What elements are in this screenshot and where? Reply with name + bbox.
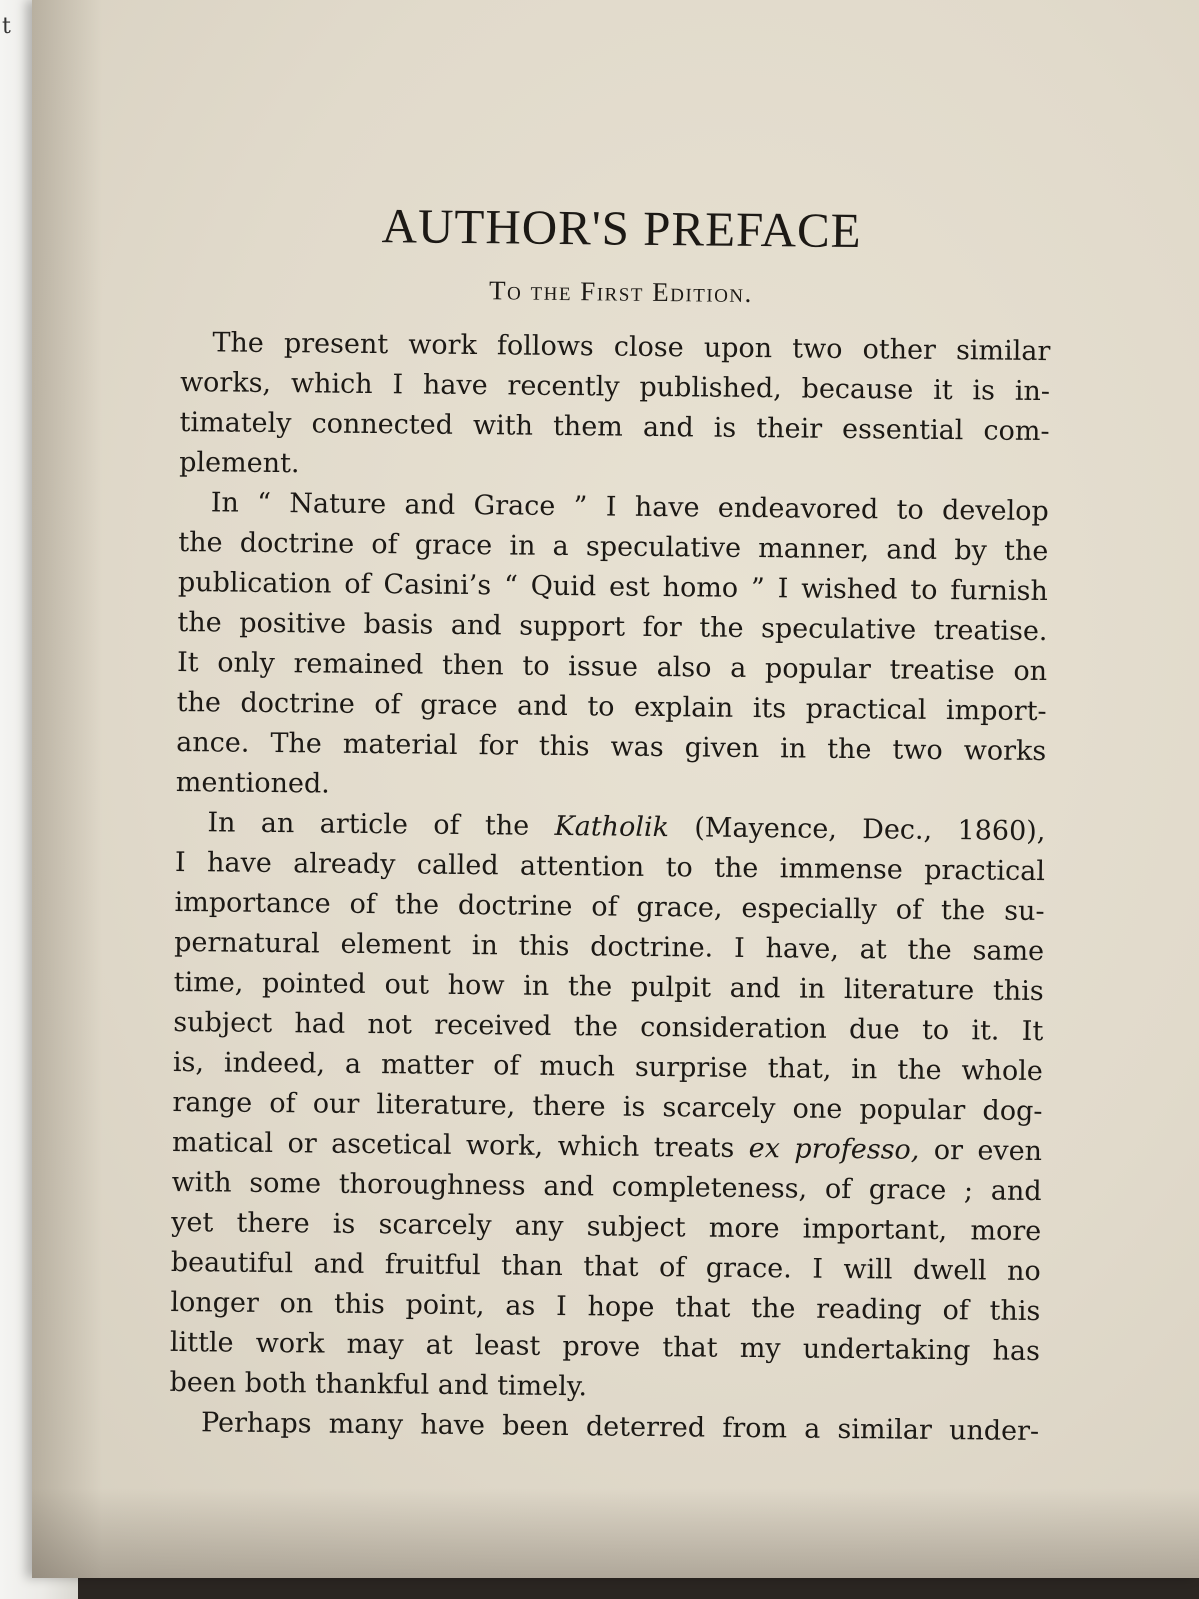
text-line: longer on this point, as I hope that the reading of this (170, 1286, 1041, 1328)
text-line: yet there is scarcely any subject more important, more (171, 1206, 1042, 1248)
page-title: AUTHOR'S PREFACE (381, 198, 862, 259)
text-line: matical or ascetical work, which treats ex professo, or even (171, 1126, 1043, 1168)
page-text (169, 195, 1052, 1452)
paragraph-2 (176, 483, 1049, 812)
paragraph-1 (179, 323, 1051, 492)
text-line: importance of the doctrine of grace, especially of the su- (174, 886, 1045, 928)
text-line: range of our literature, there is scarcely one popular dog- (172, 1086, 1043, 1128)
text-line: been both thankful and timely. (169, 1366, 588, 1403)
text-line: subject had not received the consideration due to it. It (173, 1006, 1044, 1048)
text-line: mentioned. (175, 766, 330, 800)
text-line: time, pointed out how in the pulpit and in literature this (173, 966, 1044, 1008)
text-line: plement. (179, 446, 300, 480)
text-line: the doctrine of grace and to explain its practical import- (176, 686, 1047, 728)
text-line: is, indeed, a matter of much surprise that, in the whole (172, 1046, 1044, 1088)
text-line: In “ Nature and Grace ” I have endeavored to develop (210, 487, 1049, 528)
text-line: the doctrine of grace in a speculative manner, and by the (178, 526, 1049, 568)
text-line: beautiful and fruitful than that of grace. I will dwell no (170, 1246, 1041, 1288)
gutter-shadow (32, 0, 102, 1578)
text-line: It only remained then to issue also a popular treatise on (176, 646, 1048, 688)
italic-term: ex professo, (748, 1132, 920, 1166)
facing-page-glyph: t (2, 14, 11, 39)
paragraph-3 (169, 803, 1045, 1412)
text-line: little work may at least prove that my undertaking has (169, 1326, 1041, 1368)
text-line: timately connected with them and is their essential com- (179, 406, 1050, 448)
paragraph-4 (169, 1403, 1039, 1452)
text-line: publication of Casini’s “ Quid est homo ” I wished to furnish (177, 566, 1049, 608)
text-line: the positive basis and support for the speculative treatise. (177, 606, 1048, 648)
text-line: I have already called attention to the immense practical (174, 846, 1046, 888)
text-line: pernatural element in this doctrine. I have, at the same (174, 926, 1045, 968)
text-line: The present work follows close upon two other similar (212, 327, 1051, 368)
italic-term: Katholik (554, 810, 670, 844)
text-line: In an article of the Katholik (Mayence, Dec., 1860), (207, 807, 1046, 848)
text-line: with some thoroughness and completeness, of grace ; and (171, 1166, 1042, 1208)
text-line: works, which I have recently published, because it is in- (179, 366, 1051, 408)
text-line: Perhaps many have been deterred from a similar under- (200, 1407, 1040, 1448)
text-line: ance. The material for this was given in the two works (176, 726, 1047, 768)
book-page (32, 0, 1199, 1578)
page-subtitle: To the First Edition. (488, 275, 754, 308)
bottom-shadow (32, 1488, 1199, 1578)
